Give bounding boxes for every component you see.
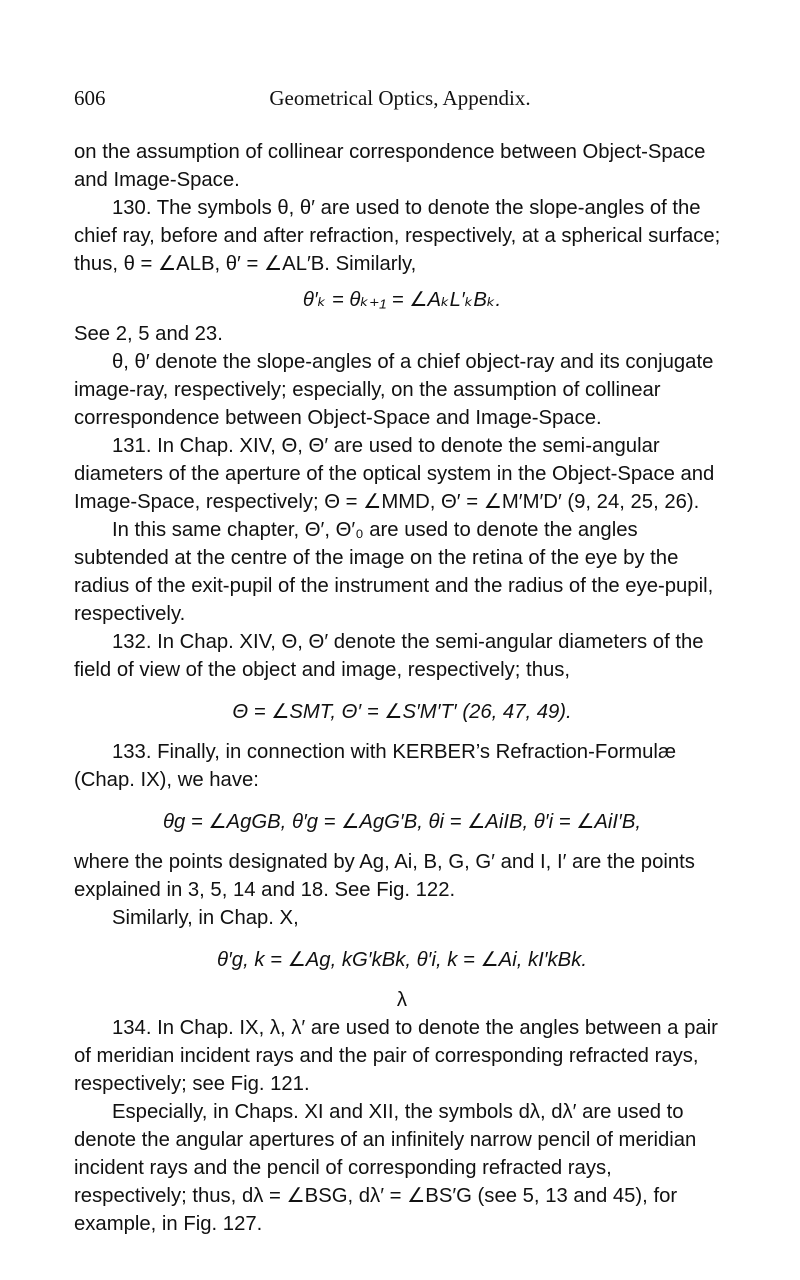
paragraph-exit-pupil: In this same chapter, Θ′, Θ′₀ are used to denote the angles subtended at the centre of the image on the retina of the eye by the radius of the exit-pupil of the instrument and the radius of the eye-pupil, respectively.	[74, 519, 714, 625]
equation-kerber: θg = ∠AgGB, θ′g = ∠AgG′B, θi = ∠AiIB, θ′i = ∠AiI′B,	[162, 811, 642, 833]
paragraph-131: 131. In Chap. XIV, Θ, Θ′ are used to denote the semi-angular diameters of the aperture of the optical system in the Object-Space and Image-Space, respectively; Θ = ∠MMD, Θ′ = ∠M′M′D′ (9, 24, 25, 26).	[74, 435, 715, 513]
paragraph-132: 132. In Chap. XIV, Θ, Θ′ denote the semi-angular diameters of the field of view of the object and image, respectively; thus,	[74, 631, 704, 681]
equation-theta-k: θ′ₖ = θₖ₊₁ = ∠AₖL′ₖBₖ.	[302, 289, 502, 311]
paragraph-134: 134. In Chap. IX, λ, λ′ are used to denote the angles between a pair of meridian incident rays and the pair of corresponding refracted rays, respectively; see Fig. 121.	[74, 1017, 718, 1095]
paragraph-angular-apertures: Especially, in Chaps. XI and XII, the symbols dλ, dλ′ are used to denote the angular apertures of an infinitely narrow pencil of meridian incident rays and the pencil of corresponding refracted rays, respectively; thus, dλ = ∠BSG, dλ′ = ∠BS′G (see 5, 13 and 45), for example, in Fig. 127.	[74, 1101, 697, 1235]
running-title: Geometrical Optics, Appendix.	[269, 86, 531, 110]
page-number: 606	[74, 86, 106, 110]
page-header	[74, 86, 726, 116]
paragraph-chap-x: Similarly, in Chap. X,	[112, 907, 299, 929]
paragraph-see-refs: See 2, 5 and 23.	[74, 323, 223, 345]
page-body	[74, 138, 730, 1238]
paragraph-chief-ray: θ, θ′ denote the slope-angles of a chief object-ray and its conjugate image-ray, respectively; especially, on the assumption of collinear correspondence between Object-Space and Image-Space.	[74, 351, 714, 429]
equation-chap-x: θ′g, k = ∠Ag, kG′kBk, θ′i, k = ∠Ai, kI′kBk.	[216, 949, 587, 971]
section-heading-lambda: λ	[396, 989, 408, 1011]
equation-field-of-view: Θ = ∠SMT, Θ′ = ∠S′M′T′ (26, 47, 49).	[232, 701, 572, 723]
paragraph-130: 130. The symbols θ, θ′ are used to denote the slope-angles of the chief ray, before and after refraction, respectively, at a spherical surface; thus, θ = ∠ALB, θ′ = ∠AL′B. Similarly,	[74, 197, 721, 275]
paragraph-points: where the points designated by Ag, Ai, B, G, G′ and I, I′ are the points explained in 3, 5, 14 and 18. See Fig. 122.	[74, 851, 695, 901]
paragraph-133: 133. Finally, in connection with KERBER’s Refraction-Formulæ (Chap. IX), we have:	[74, 741, 676, 791]
paragraph-continuation: on the assumption of collinear correspondence between Object-Space and Image-Space.	[74, 141, 706, 191]
